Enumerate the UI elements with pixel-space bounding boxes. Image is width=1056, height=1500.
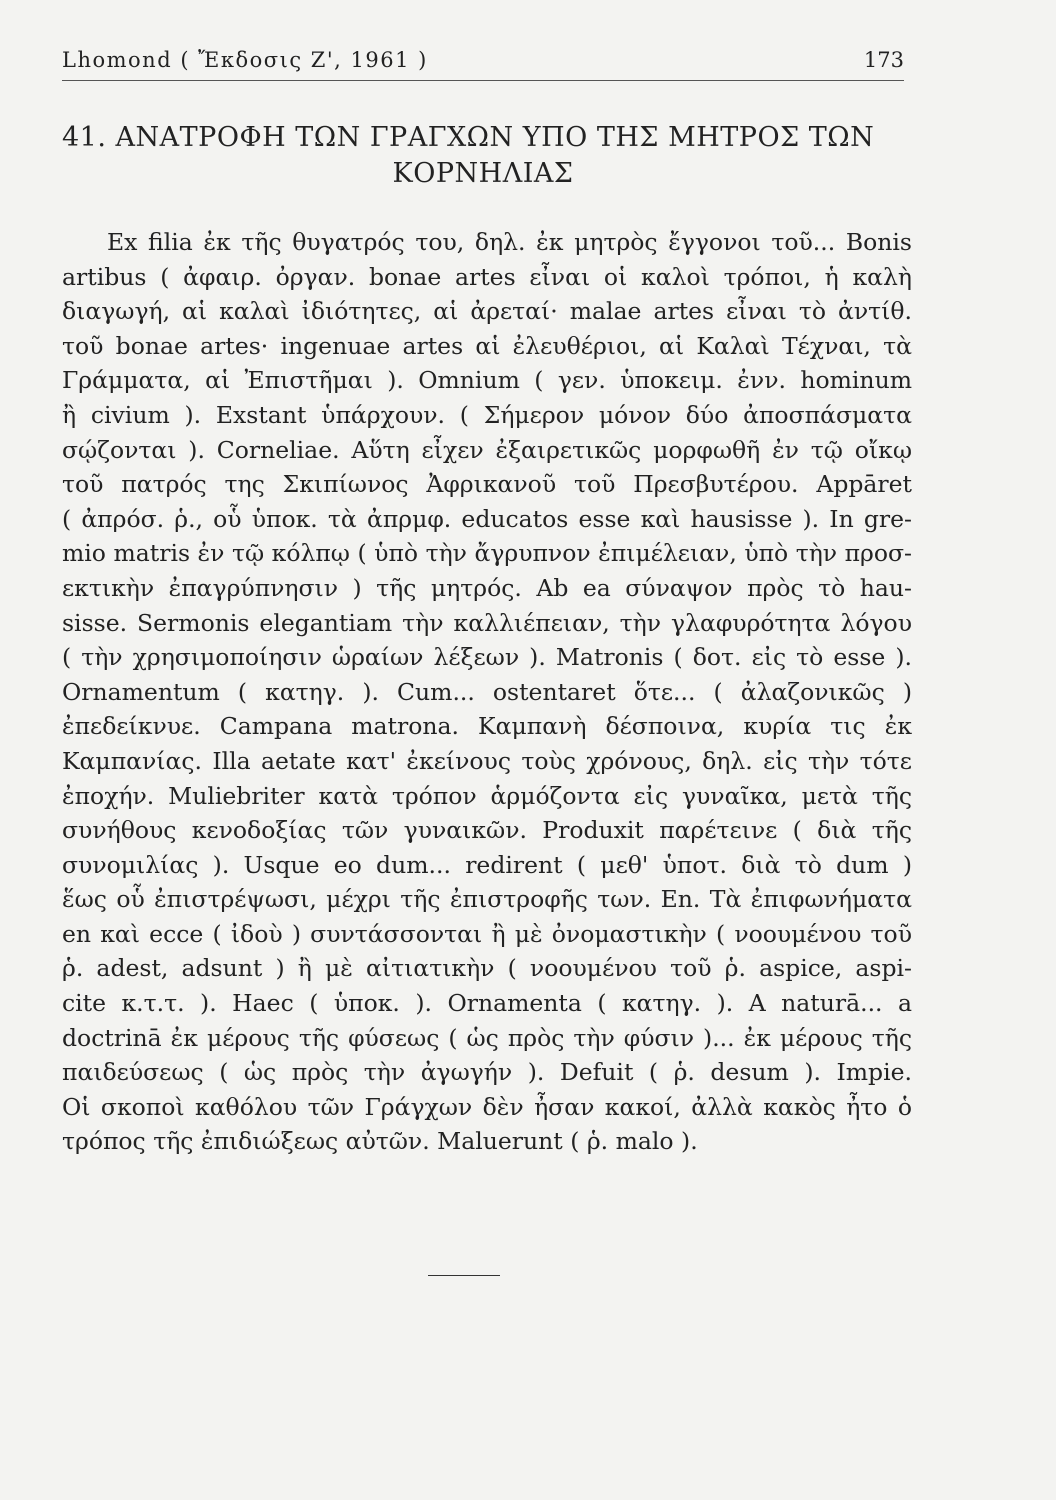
section-title-line-1: 41. ΑΝΑΤΡΟΦΗ ΤΩΝ ΓΡΑΓΧΩΝ ΥΠΟ ΤΗΣ ΜΗΤΡΟΣ ΤΩΝ — [62, 122, 875, 153]
text-line: τρόπος τῆς ἐπιδιώξεως αὐτῶν. Maluerunt ( ῥ. malo ). — [62, 1127, 698, 1156]
page-number: 173 — [863, 48, 904, 72]
commentary-text — [62, 225, 912, 1159]
text-line: ῥ. adest, adsunt ) ἢ μὲ αἰτιατικὴν ( νοουμένου τοῦ ῥ. aspice, aspi- — [62, 954, 912, 983]
text-line: Οἱ σκοποὶ καθόλου τῶν Γράγχων δὲν ἦσαν κακοί, ἀλλὰ κακὸς ἦτο ὁ — [62, 1092, 912, 1121]
running-title: Lhomond ( Ἔκδοσις Ζ', 1961 ) — [62, 48, 428, 72]
text-line: en καὶ ecce ( ἰδοὺ ) συντάσσονται ἢ μὲ ὀνομαστικὴν ( νοουμένου τοῦ — [62, 919, 912, 948]
text-line: Ex filia ἐκ τῆς θυγατρός του, δηλ. ἐκ μητρὸς ἔγγονοι τοῦ... Bonis — [107, 228, 912, 256]
text-line: doctrinā ἐκ μέρους τῆς φύσεως ( ὡς πρὸς τὴν φύσιν )... ἐκ μέρους τῆς — [62, 1023, 912, 1052]
text-line: συνομιλίας ). Usque eo dum... redirent ( μεθ' ὑποτ. διὰ τὸ dum ) — [62, 850, 912, 879]
text-line: ἕως οὗ ἐπιστρέψωσι, μέχρι τῆς ἐπιστροφῆς των. En. Τὰ ἐπιφωνήματα — [62, 885, 912, 914]
text-line: Καμπανίας. Illa aetate κατ' ἐκείνους τοὺς χρόνους, δηλ. εἰς τὴν τότε — [62, 746, 912, 775]
text-line: ἐποχήν. Muliebriter κατὰ τρόπον ἁρμόζοντα εἰς γυναῖκα, μετὰ τῆς — [62, 781, 912, 810]
text-line: τοῦ πατρός της Σκιπίωνος Ἀφρικανοῦ τοῦ Πρεσβυτέρου. Appāret — [62, 470, 912, 499]
text-line: Γράμματα, αἱ Ἐπιστῆμαι ). Omnium ( γεν. ὑποκειμ. ἐνν. hominum — [62, 366, 912, 395]
running-header — [62, 46, 904, 81]
text-line: Ornamentum ( κατηγ. ). Cum... ostentaret ὅτε... ( ἀλαζονικῶς ) — [62, 677, 912, 706]
section-end-rule — [428, 1275, 500, 1276]
text-line: mio matris ἐν τῷ κόλπῳ ( ὑπὸ τὴν ἄγρυπνον ἐπιμέλειαν, ὑπὸ τὴν προσ- — [62, 539, 912, 568]
text-line: cite κ.τ.τ. ). Haec ( ὑποκ. ). Ornamenta ( κατηγ. ). A naturā... a — [62, 989, 912, 1018]
text-line: ( τὴν χρησιμοποίησιν ὡραίων λέξεων ). Matronis ( δοτ. εἰς τὸ esse ). — [62, 643, 912, 672]
text-line: συνήθους κενοδοξίας τῶν γυναικῶν. Produxit παρέτεινε ( διὰ τῆς — [62, 816, 912, 845]
text-line: διαγωγή, αἱ καλαὶ ἰδιότητες, αἱ ἀρεταί· malae artes εἶναι τὸ ἀντίθ. — [62, 297, 912, 326]
text-line: ἢ civium ). Exstant ὑπάρχουν. ( Σήμερον μόνον δύο ἀποσπάσματα — [62, 400, 912, 429]
text-line: ἐπεδείκνυε. Campana matrona. Καμπανὴ δέσποινα, κυρία τις ἐκ — [62, 712, 912, 741]
text-line: τοῦ bonae artes· ingenuae artes αἱ ἐλευθέριοι, αἱ Καλαὶ Τέχναι, τὰ — [62, 331, 912, 360]
text-line: σῴζονται ). Corneliae. Αὕτη εἶχεν ἐξαιρετικῶς μορφωθῆ ἐν τῷ οἴκῳ — [62, 435, 912, 464]
text-line: παιδεύσεως ( ὡς πρὸς τὴν ἀγωγήν ). Defuit ( ῥ. desum ). Impie. — [62, 1058, 912, 1087]
text-line: artibus ( ἀφαιρ. ὀργαν. bonae artes εἶναι οἱ καλοὶ τρόποι, ἡ καλὴ — [62, 262, 912, 291]
text-line: ( ἀπρόσ. ῥ., οὗ ὑποκ. τὰ ἀπρμφ. educatos esse καὶ hausisse ). In gre- — [62, 504, 912, 533]
section-title — [62, 120, 904, 192]
text-line: εκτικὴν ἐπαγρύπνησιν ) τῆς μητρός. Ab ea σύναψον πρὸς τὸ hau- — [62, 573, 912, 602]
text-line: sisse. Sermonis elegantiam τὴν καλλιέπειαν, τὴν γλαφυρότητα λόγου — [62, 608, 912, 637]
section-title-line-2: ΚΟΡΝΗΛΙΑΣ — [392, 158, 574, 189]
